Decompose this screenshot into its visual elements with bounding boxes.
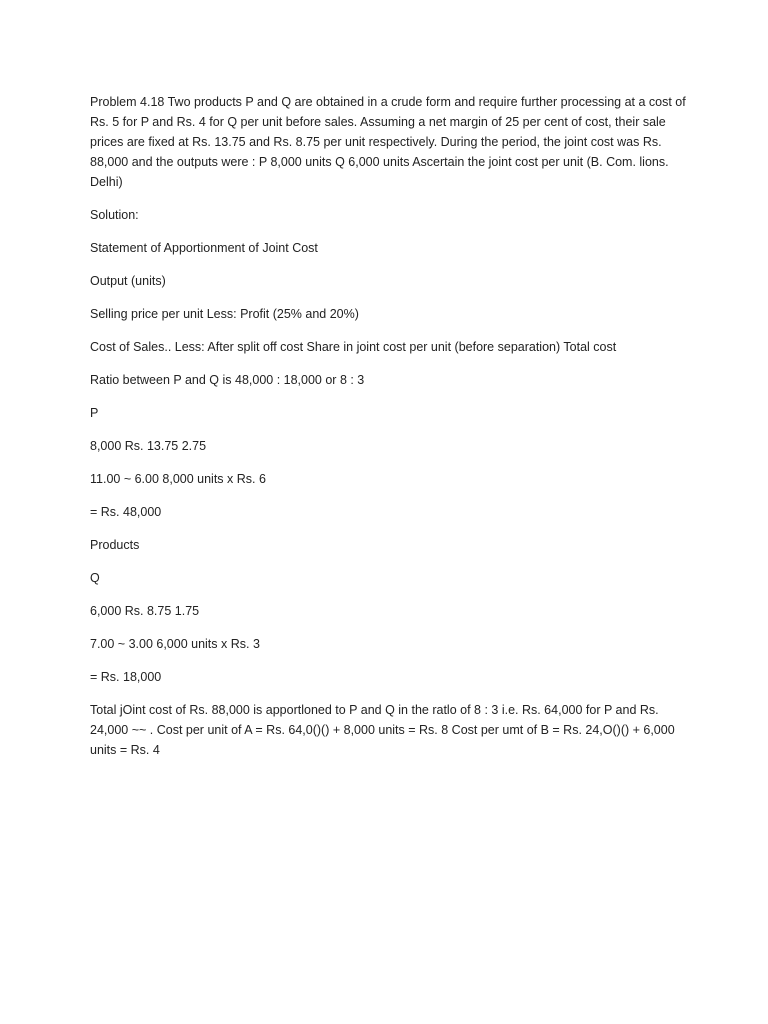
product-p-label: P	[90, 406, 99, 420]
problem-statement: Problem 4.18 Two products P and Q are obtained in a crude form and require further processing at a cost of Rs. 5 for P and Rs. 4 for Q per unit before sales. Assuming a net margin of 25 per cent of cost, their sale prices are fixed at Rs. 13.75 and Rs. 8.75 per unit respectively. During the period, the joint cost was Rs. 88,000 and the outputs were : P 8,000 units Q 6,000 units Ascertain the joint cost per unit (B. Com. lions. Delhi)	[90, 95, 686, 189]
product-p-total: = Rs. 48,000	[90, 505, 162, 519]
product-q-label: Q	[90, 571, 100, 585]
product-q-values-line-2: 7.00 ~ 3.00 6,000 units x Rs. 3	[90, 637, 260, 651]
products-label: Products	[90, 538, 140, 552]
product-q-total: = Rs. 18,000	[90, 670, 162, 684]
product-p-values-line-1: 8,000 Rs. 13.75 2.75	[90, 439, 207, 453]
selling-price-line: Selling price per unit Less: Profit (25% and 20%)	[90, 307, 359, 321]
ratio-line: Ratio between P and Q is 48,000 : 18,000 or 8 : 3	[90, 373, 365, 387]
conclusion-paragraph: Total jOint cost of Rs. 88,000 is apportloned to P and Q in the ratlo of 8 : 3 i.e. Rs. 64,000 for P and Rs. 24,000 ~~ . Cost per unit of A = Rs. 64,0()() + 8,000 units = Rs. 8 Cost per umt of B = Rs. 24,O()() + 6,000 units = Rs. 4	[90, 703, 675, 757]
solution-heading: Solution:	[90, 208, 139, 222]
document-page	[90, 92, 690, 773]
product-q-values-line-1: 6,000 Rs. 8.75 1.75	[90, 604, 200, 618]
cost-of-sales-line: Cost of Sales.. Less: After split off cost Share in joint cost per unit (before separation) Total cost	[90, 340, 617, 354]
statement-title: Statement of Apportionment of Joint Cost	[90, 241, 318, 255]
output-units-line: Output (units)	[90, 274, 166, 288]
product-p-values-line-2: 11.00 ~ 6.00 8,000 units x Rs. 6	[90, 472, 266, 486]
